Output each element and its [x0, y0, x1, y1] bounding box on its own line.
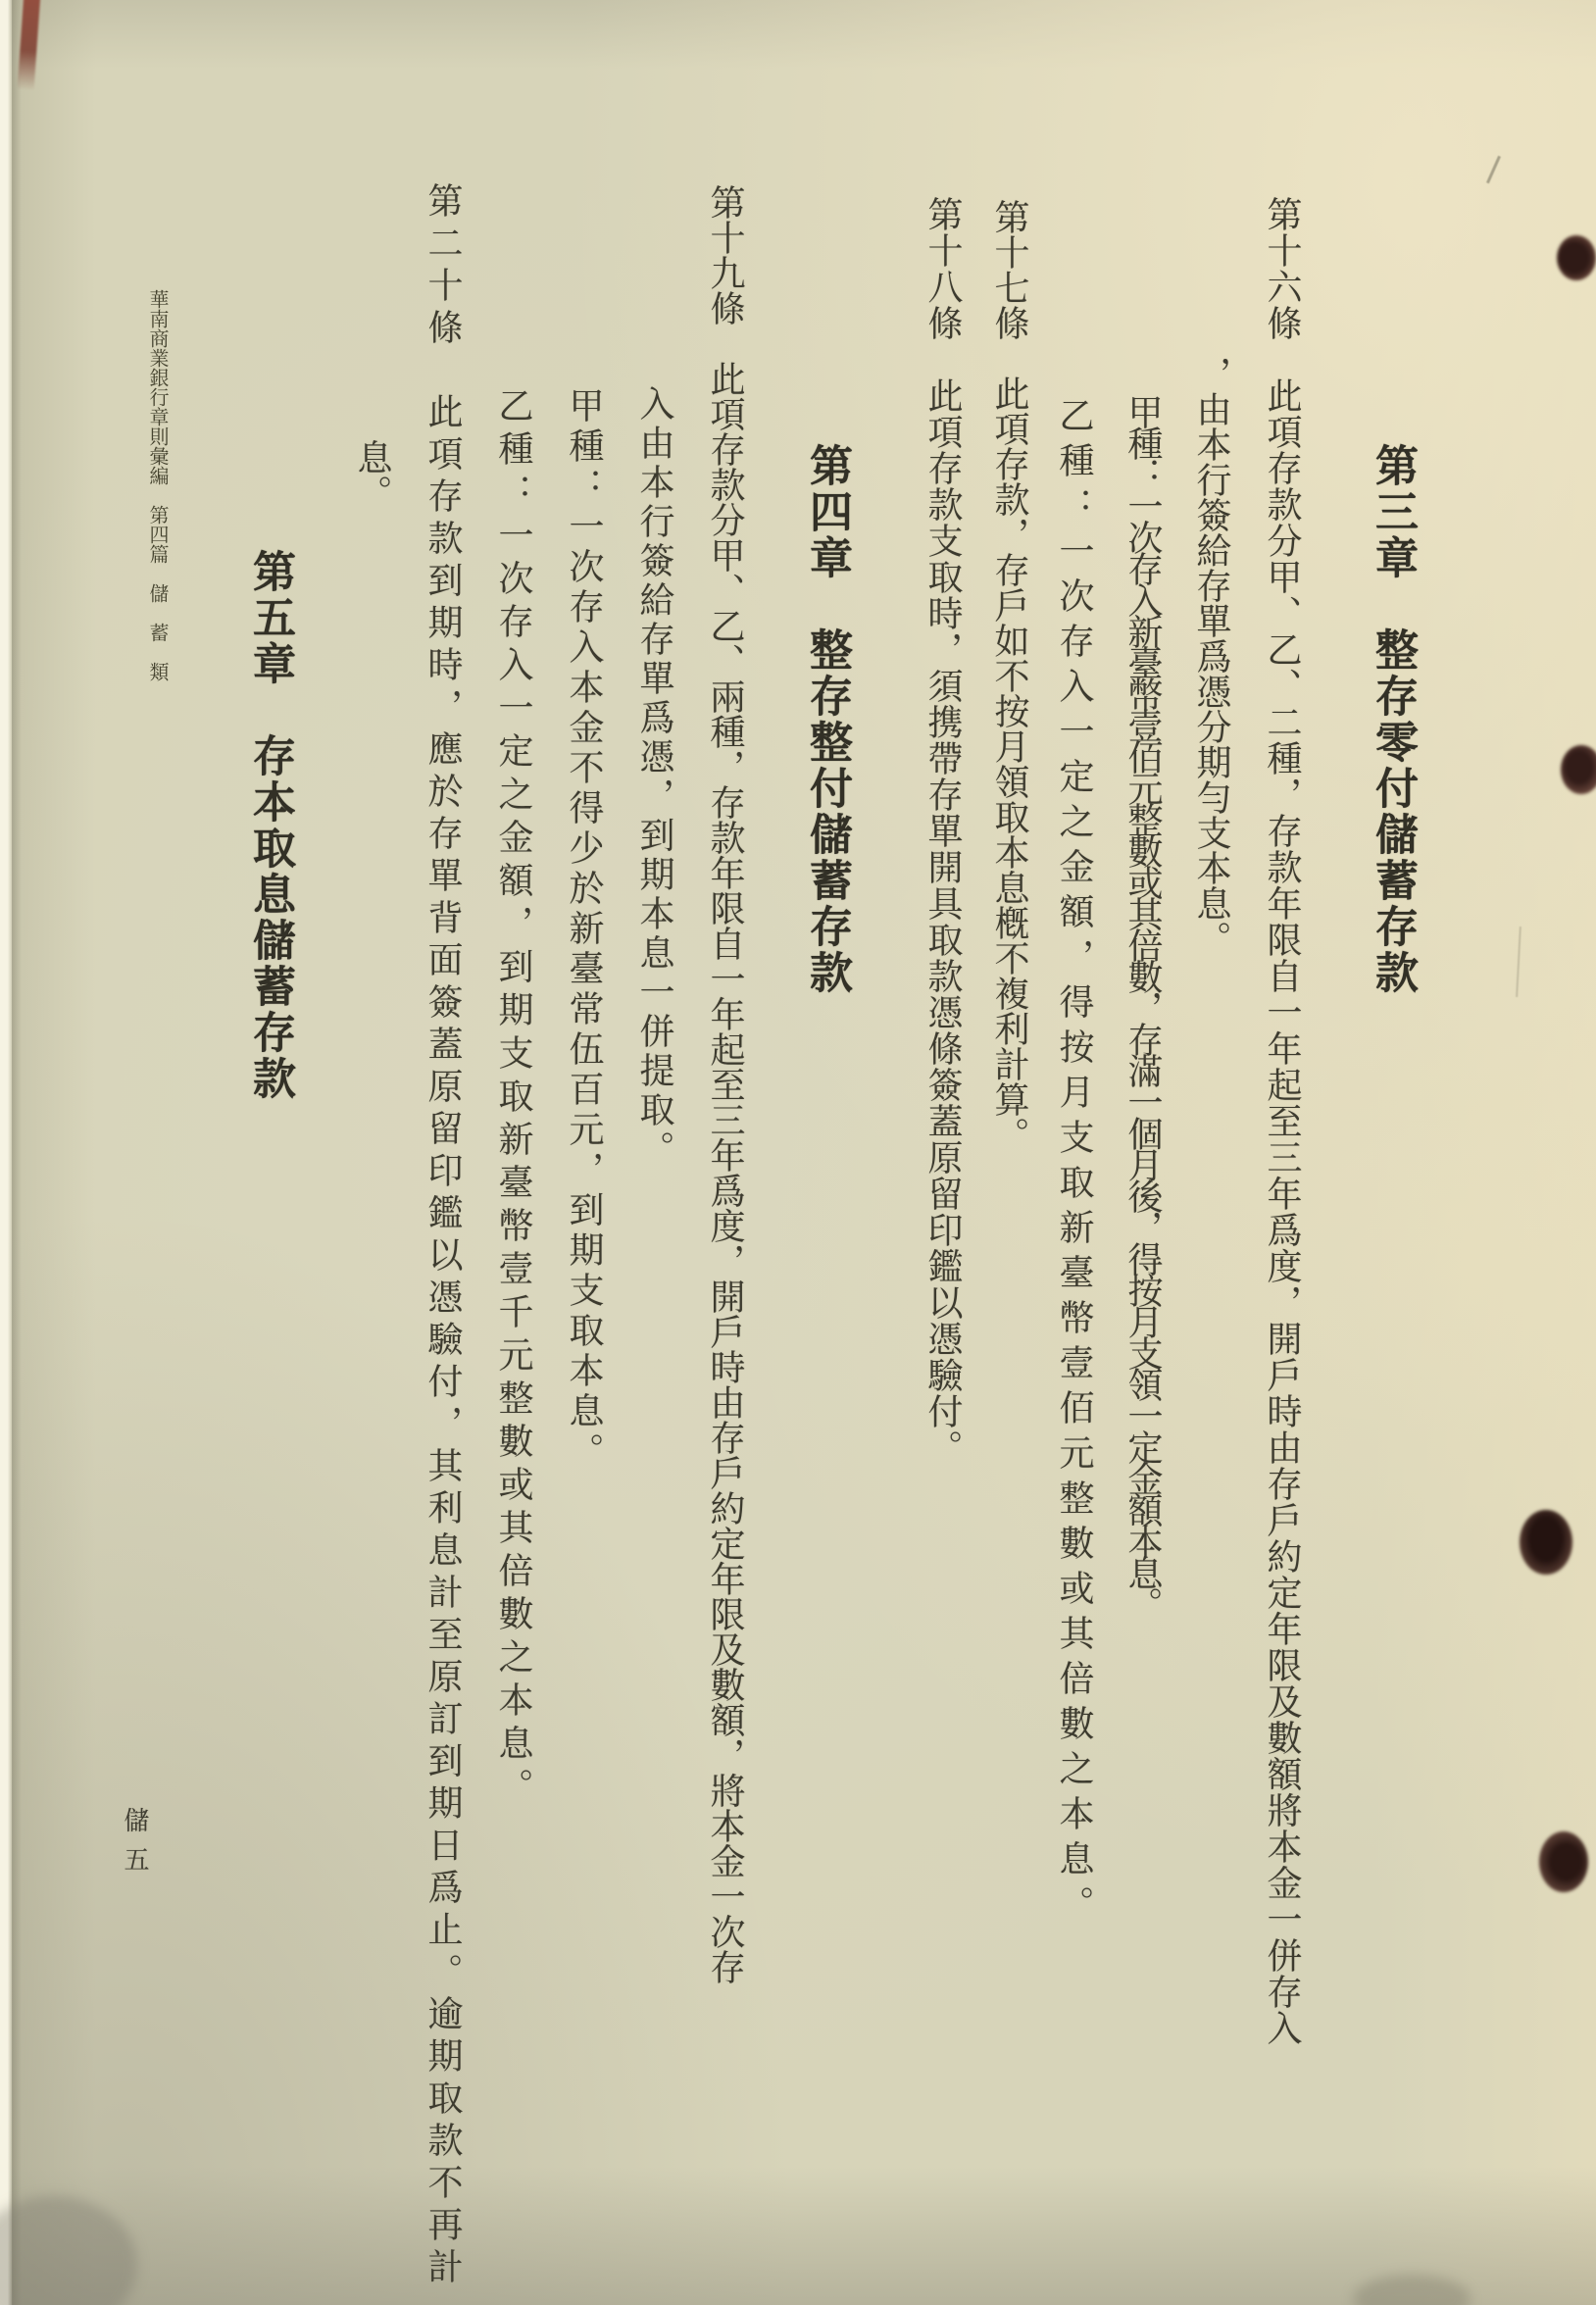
article-16-clause-yi: 乙種：一次存入一定之金額，得按月支取新臺幣壹佰元整數或其倍數之本息。	[1055, 397, 1094, 1930]
article-19-clause-jia: 甲種：一次存入本金不得少於新臺常伍百元，到期支取本息。	[565, 387, 604, 1473]
article-18: 第十八條 此項存款支取時，須携帶存單開具取款憑條簽蓋原留印鑑以憑驗付。	[923, 196, 963, 1466]
book-title-header: 華南商業銀行章則彙編 第四篇 儲 蓄 類	[146, 289, 168, 681]
article-19-clause-yi: 乙種：一次存入一定之金額，到期支取新臺幣壹千元整數或其倍數之本息。	[494, 387, 533, 1811]
page-number-label: 儲五	[121, 1807, 149, 1885]
article-16-clause-jia: 甲種：一次存入新臺幣壹佰元整數或其倍數，存滿一個月後，得按月支領一定金額本息。	[1123, 394, 1163, 1618]
scratch-mark	[1516, 927, 1521, 997]
chapter-3-title: 第三章 整存零付儲蓄存款	[1369, 443, 1417, 996]
article-17: 第十七條 此項存款，存戶如不按月領取本息槪不複利計算。	[990, 199, 1029, 1152]
binding-hole	[1561, 745, 1596, 794]
article-20-column-1: 第二十條 此項存款到期時，應於存單背面簽蓋原留印鑑以憑驗付，其利息計至原訂到期日爲止。逾期取款不再計	[424, 182, 463, 2290]
chapter-4-title: 第四章 整存整付儲蓄存款	[803, 443, 851, 996]
article-16-column-2: ，由本行簽給存單爲憑分期勻支本息。	[1192, 356, 1231, 956]
binding-hole	[1520, 1510, 1572, 1575]
page-left-edge-shadow	[12, 0, 22, 2305]
article-19-column-2: 入由本行簽給存單爲憑，到期本息一併提取。	[635, 385, 674, 1170]
bottom-left-smudge	[0, 2196, 137, 2305]
scratch-mark	[1486, 156, 1501, 184]
binding-hole	[1557, 235, 1596, 280]
chapter-5-title: 第五章 存本取息儲蓄存款	[246, 549, 294, 1102]
binding-hole	[1539, 1831, 1588, 1892]
article-16-column-1: 第十六條 此項存款分甲、乙、二種，存款年限自一年起至三年爲度，開戶時由存戶約定年限及數額將本金一併存入	[1263, 196, 1302, 2046]
article-20-column-2: 息。	[353, 439, 392, 510]
bottom-edge-smudge	[1353, 2275, 1471, 2305]
article-19-column-1: 第十九條 此項存款分甲、乙、兩種，存款年限自一年起至三年爲度，開戶時由存戶約定年限及數額，將本金一次存	[706, 184, 745, 1984]
